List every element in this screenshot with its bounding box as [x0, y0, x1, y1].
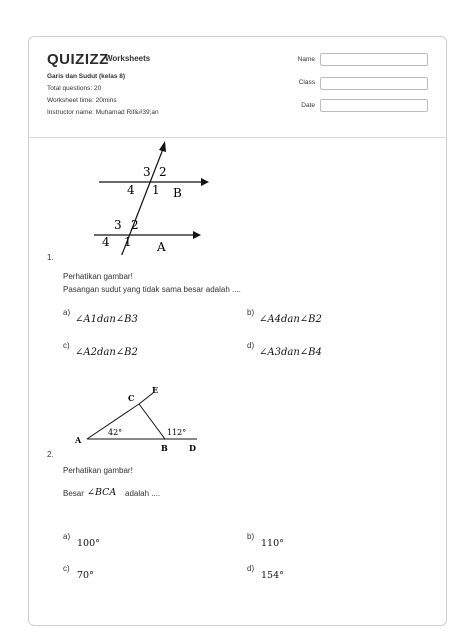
- question-math: ∠BCA: [87, 487, 117, 498]
- option-letter-a: a): [63, 308, 71, 317]
- question-text: Pasangan sudut yang tidak sama besar adalah ....: [63, 285, 241, 294]
- question-number: 1.: [47, 253, 54, 262]
- label-top-1: 1: [152, 183, 160, 197]
- option-letter-c: c): [63, 341, 70, 350]
- worksheet-header: [29, 37, 447, 138]
- side-cb: [139, 404, 165, 439]
- option-letter-c: c): [63, 564, 70, 573]
- option-b[interactable]: 110°: [261, 538, 284, 549]
- option-c[interactable]: ∠A2dan∠B2: [75, 347, 138, 358]
- arrow-head: [193, 231, 201, 239]
- label-bot-4: 4: [102, 235, 110, 249]
- question-text: Perhatikan gambar!: [63, 272, 133, 281]
- question-text: Perhatikan gambar!: [63, 466, 133, 475]
- question-number: 2.: [47, 450, 54, 459]
- label-b: B: [161, 443, 168, 453]
- worksheet-time: Worksheet time: 20mins: [47, 97, 117, 104]
- option-letter-d: d): [247, 341, 255, 350]
- triangle-figure: [73, 385, 213, 457]
- parallel-lines-figure: [89, 137, 239, 255]
- total-questions: Total questions: 20: [47, 85, 102, 92]
- quizizz-logo: QUIZIZZ: [47, 51, 109, 68]
- option-b[interactable]: ∠A4dan∠B2: [259, 314, 322, 325]
- option-letter-b: b): [247, 308, 255, 317]
- option-letter-a: a): [63, 532, 71, 541]
- class-label: Class: [298, 79, 315, 86]
- label-a: A: [75, 435, 82, 445]
- question-text-prefix: Besar: [63, 489, 84, 498]
- date-label: Date: [301, 102, 315, 109]
- option-a[interactable]: ∠A1dan∠B3: [75, 314, 138, 325]
- label-e: E: [152, 385, 159, 395]
- label-bot-1: 1: [124, 235, 132, 249]
- label-top-2: 2: [159, 165, 167, 179]
- label-line-a: A: [157, 240, 166, 254]
- logo-subtitle: Worksheets: [105, 54, 151, 63]
- name-field[interactable]: [320, 53, 428, 66]
- label-c: C: [128, 393, 135, 403]
- option-d[interactable]: 154°: [261, 570, 284, 581]
- label-d: D: [189, 443, 196, 453]
- option-d[interactable]: ∠A3dan∠B4: [259, 347, 322, 358]
- date-field[interactable]: [320, 99, 428, 112]
- angle-a-label: 42°: [108, 428, 123, 437]
- option-letter-d: d): [247, 564, 255, 573]
- option-a[interactable]: 100°: [77, 538, 100, 549]
- angle-b-label: 112°: [167, 428, 187, 437]
- class-field[interactable]: [320, 77, 428, 90]
- worksheet-title: Garis dan Sudut (kelas 8): [47, 73, 126, 80]
- name-label: Name: [297, 56, 315, 63]
- ray-ce: [139, 393, 153, 404]
- question-text-suffix: adalah ....: [125, 489, 161, 498]
- label-top-3: 3: [143, 165, 151, 179]
- label-top-4: 4: [127, 183, 135, 197]
- label-line-b: B: [173, 186, 182, 200]
- label-bot-2: 2: [131, 218, 139, 232]
- option-c[interactable]: 70°: [77, 570, 94, 581]
- label-bot-3: 3: [114, 218, 122, 232]
- worksheet-page: [28, 36, 447, 626]
- instructor-name: Instructor name: Muhamad Rif&#39;an: [47, 109, 159, 116]
- arrow-head: [159, 141, 166, 152]
- option-letter-b: b): [247, 532, 255, 541]
- arrow-head: [201, 178, 209, 186]
